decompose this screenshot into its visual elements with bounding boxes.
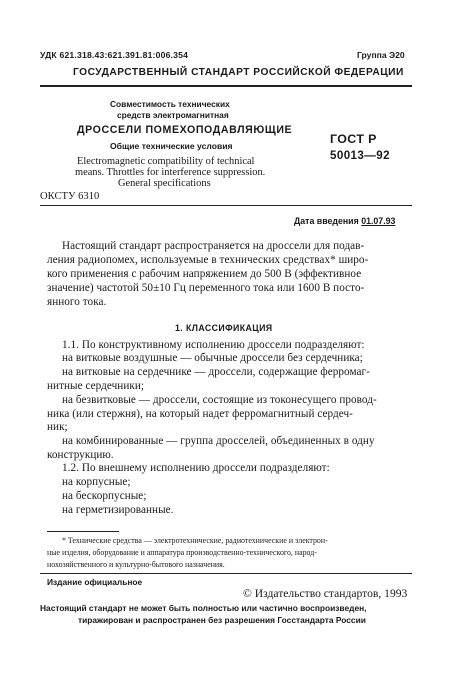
section-line: на корпусные; [62, 476, 131, 488]
udk-code: УДК 621.318.43:621.391.81:006.354 [40, 50, 189, 60]
intro-line: ления радиопомех, используемые в технических средствах* широ- [47, 254, 369, 266]
section-line: конструкцию. [47, 449, 114, 461]
section-line: нитные сердечники; [47, 380, 145, 392]
introduction-date [294, 216, 395, 226]
okstu-code: ОКСТУ 6310 [40, 191, 100, 202]
section-line: 1.2. По внешнему исполнению дроссели подразделяют: [62, 462, 330, 474]
section-line: на бескорпусные; [62, 490, 147, 502]
intro-line: значение) частотой 50±10 Гц переменного тока или 1600 В посто- [47, 282, 365, 294]
copyright-line: © Издательство стандартов, 1993 [243, 587, 408, 600]
document-main-title: ДРОССЕЛИ ПОМЕХОПОДАВЛЯЮЩИЕ [77, 124, 293, 136]
gost-number: 50013—92 [330, 149, 390, 162]
section-line: на комбинированные — группа дросселей, объединенных в одну [62, 435, 375, 447]
section-line: 1.1. По конструктивному исполнению дроссели подразделяют: [62, 339, 365, 351]
footnote-line: * Технические средства — электротехнические, радиотехнические и электрон- [62, 536, 328, 545]
section-line: на витковые воздушные — обычные дроссели без сердечника; [62, 352, 363, 364]
title-block-rule [40, 205, 412, 206]
footnote-line: нохозяйственного и культурно-бытового назначения. [47, 560, 225, 569]
compatibility-line-1: Совместимость технических [110, 99, 230, 109]
section-line: на герметизированные. [62, 504, 174, 516]
section-line: ника (или стержня), на который надет ферромагнитный сердеч- [47, 408, 353, 420]
official-edition-label: Издание официальное [47, 577, 143, 587]
section-line: на витковые на сердечнике — дроссели, содержащие ферромаг- [62, 366, 370, 378]
document-subtitle: Общие технические условия [110, 141, 233, 151]
intro-line: Настоящий стандарт распространяется на дроссели для подав- [62, 240, 365, 252]
footnote-line: ные изделия, оборудование и аппаратура производственно-технического, народ- [47, 548, 317, 557]
header-rule [40, 85, 412, 87]
english-title-line-3: General specifications [118, 178, 211, 189]
section-line: ник; [47, 421, 68, 433]
reproduction-notice-line-1: Настоящий стандарт не может быть полностью или частично воспроизведен, [40, 603, 367, 613]
standard-type-title: ГОСУДАРСТВЕННЫЙ СТАНДАРТ РОССИЙСКОЙ ФЕДЕРАЦИИ [73, 67, 404, 78]
english-title-line-1: Electromagnetic compatibility of technical [77, 156, 255, 167]
section-heading: 1. КЛАССИФИКАЦИЯ [175, 323, 273, 333]
introduction-date-value: 01.07.93 [361, 216, 396, 226]
compatibility-line-2: средств электромагнитная [117, 110, 229, 120]
footer-rule [40, 573, 412, 574]
intro-line: янного тока. [47, 296, 107, 308]
intro-line: кого применения с рабочим напряжением до 500 В (эффективное [47, 268, 362, 280]
group-code: Группа Э20 [357, 50, 405, 60]
section-line: на безвитковые — дроссели, состоящие из токонесущего провод- [62, 394, 377, 406]
english-title-line-2: means. Throttles for interference suppression. [75, 167, 266, 178]
gost-label: ГОСТ Р [330, 132, 377, 146]
introduction-date-label: Дата введения [294, 216, 359, 226]
footnote-separator [47, 531, 119, 532]
reproduction-notice-line-2: тиражирован и распространен без разрешения Госстандарта России [78, 615, 366, 625]
